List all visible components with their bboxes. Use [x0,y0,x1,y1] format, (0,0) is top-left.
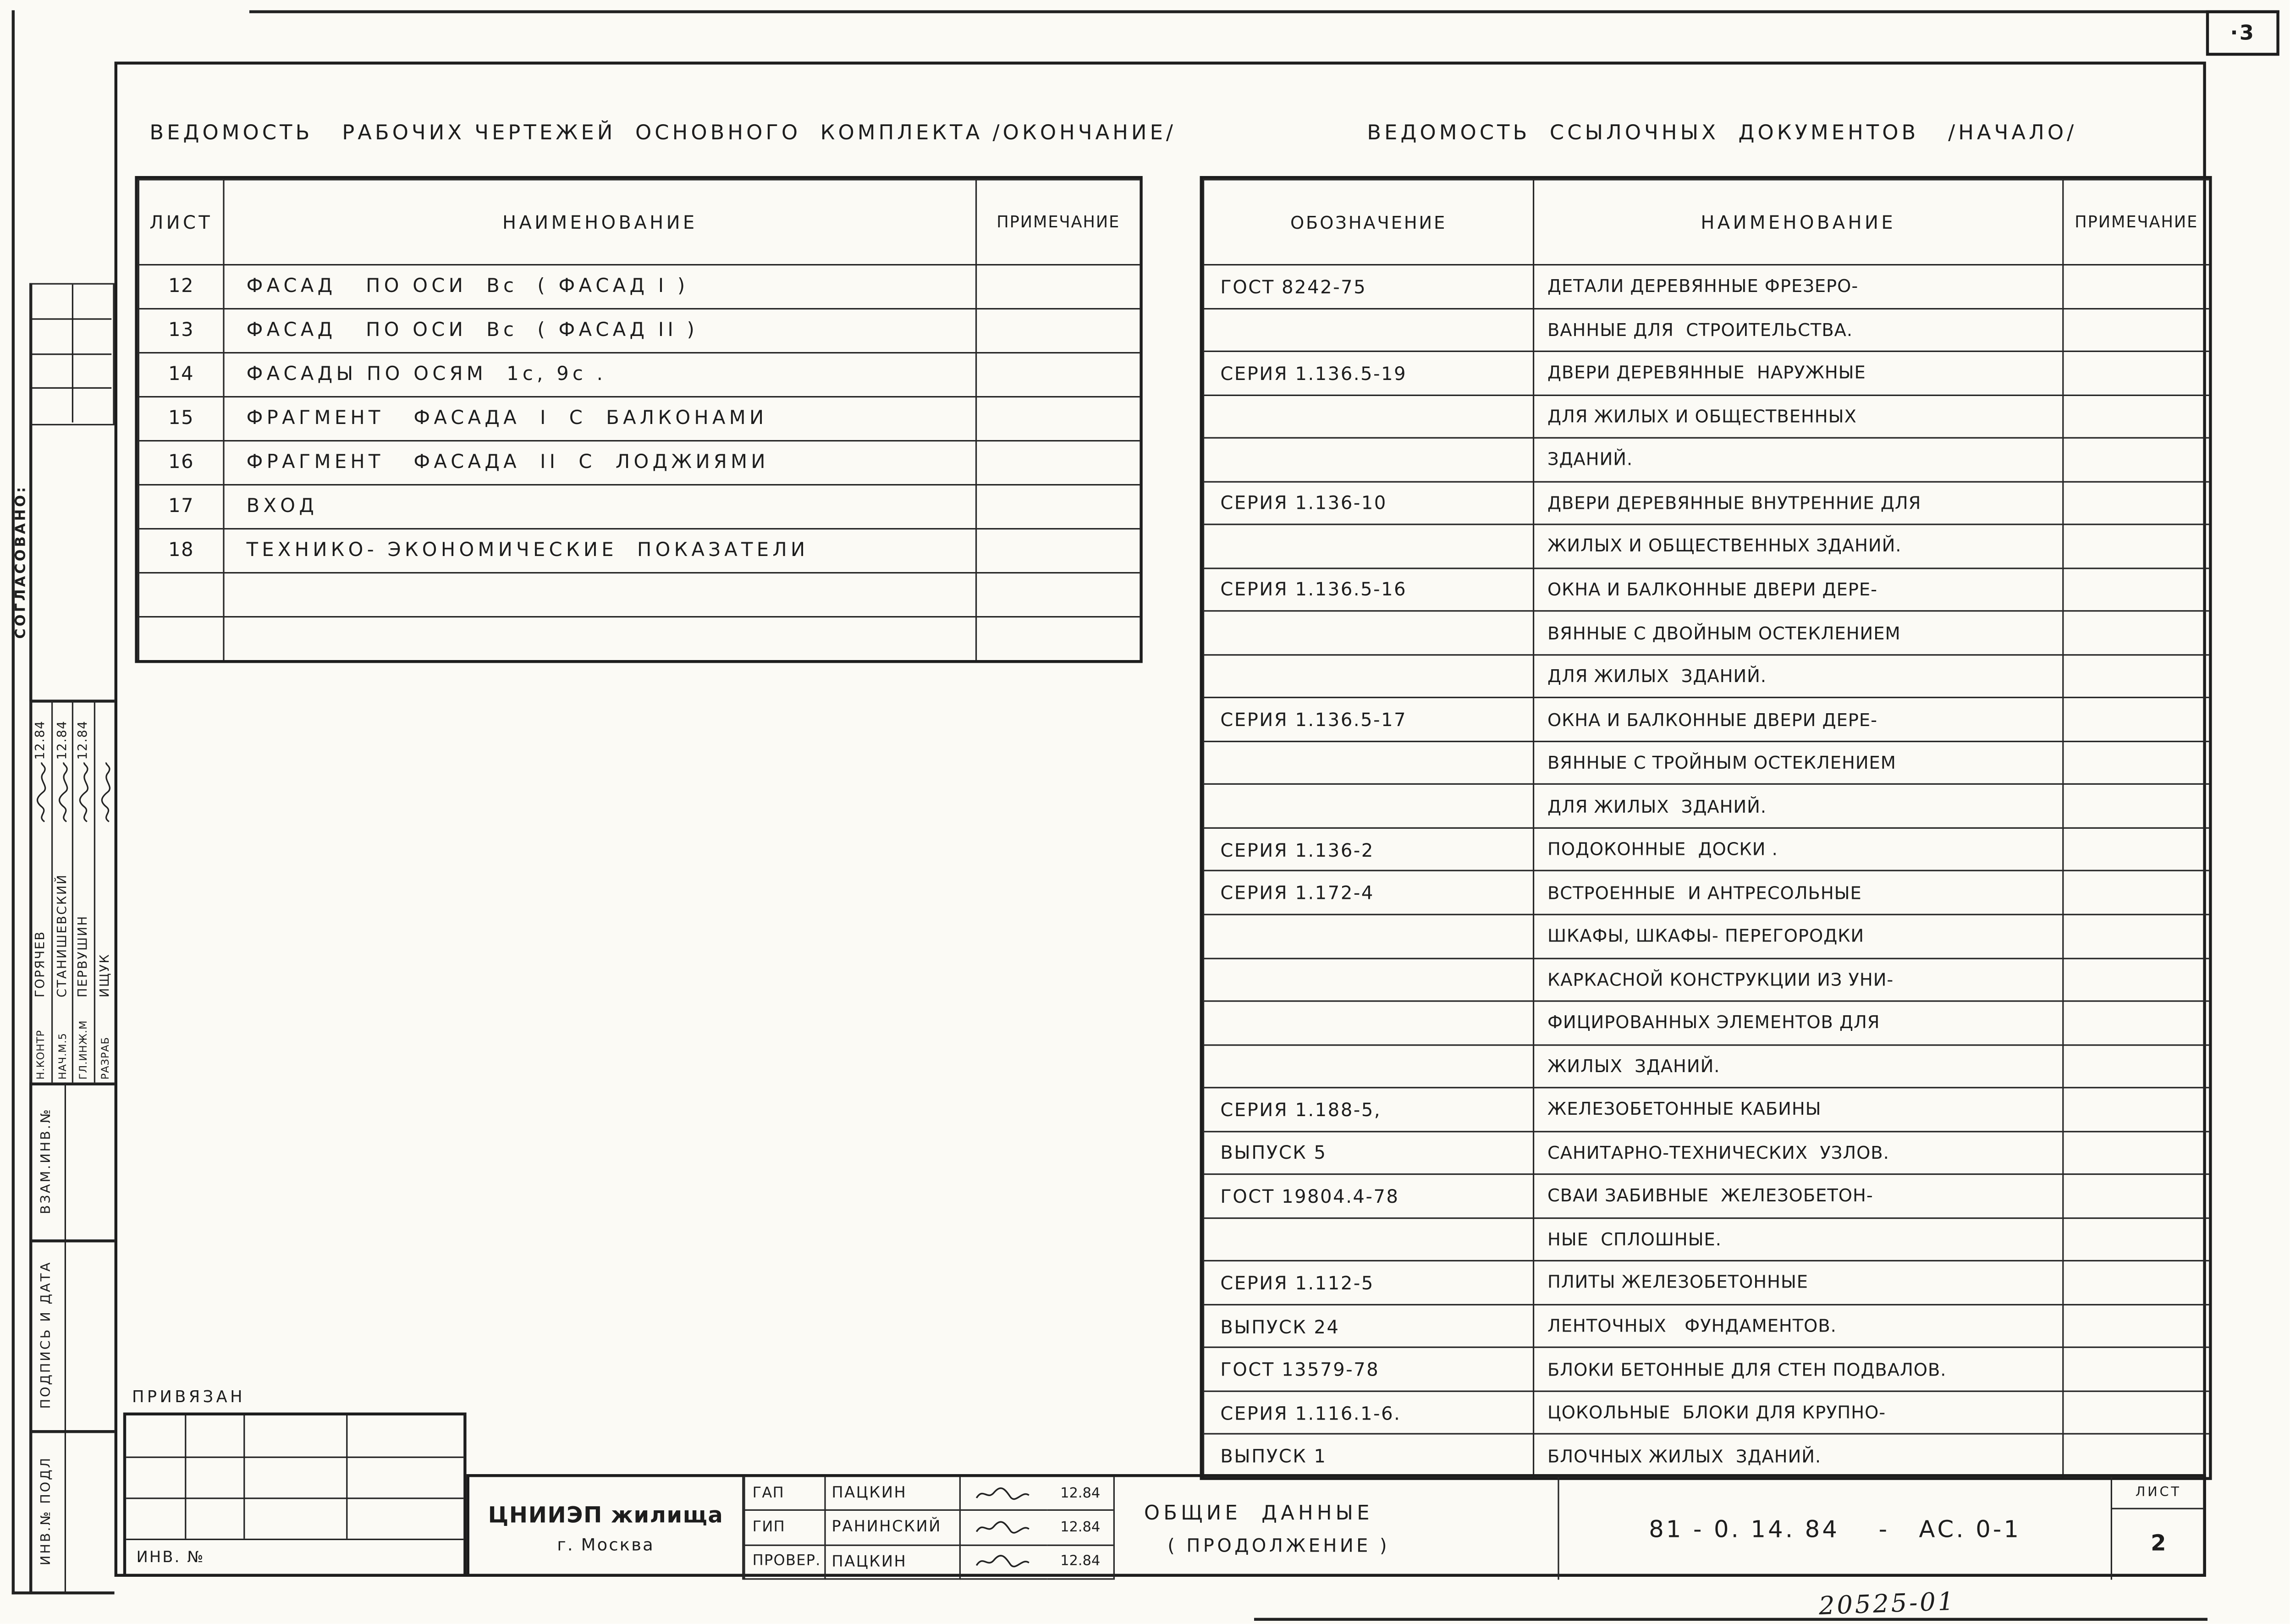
doc-name-cell: БЛОЧНЫХ ЖИЛЫХ ЗДАНИЙ. [1533,1434,2062,1477]
doc-name-cell: ДВЕРИ ДЕРЕВЯННЫЕ ВНУТРЕННИЕ ДЛЯ [1533,481,2062,524]
note-cell [975,308,1139,352]
note-cell [2062,1001,2209,1044]
drawing-name-cell: ФРАГМЕНТ ФАСАДА II С ЛОДЖИЯМИ [223,440,975,484]
note-cell [975,616,1139,660]
side-role-label: Н.КОНТР [35,1029,48,1080]
staff-role-cell: ГАП [743,1477,824,1511]
sheet-no-cell [138,616,223,660]
doc-name-cell: САНИТАРНО-ТЕХНИЧЕСКИХ УЗЛОВ. [1533,1130,2062,1174]
doc-designation-cell [1203,1217,1533,1261]
doc-designation-cell [1203,957,1533,1001]
note-cell [2062,264,2209,308]
vert-label-inv: ИНВ.№ ПОДЛ [39,1456,55,1566]
refs-table-title: ВЕДОМОСТЬ ССЫЛОЧНЫХ ДОКУМЕНТОВ /НАЧАЛО/ [1367,121,2077,145]
corner-page-number-box [2206,10,2279,55]
side-role-label: НАЧ.М.5 [57,1033,69,1080]
doc-designation-cell: СЕРИЯ 1.136.5-17 [1203,697,1533,741]
drawing-name-cell: ФАСАД ПО ОСИ Вс ( ФАСАД I ) [223,264,975,308]
grid-rule [31,318,111,320]
doc-name-cell: СВАИ ЗАБИВНЫЕ ЖЕЛЕЗОБЕТОН- [1533,1174,2062,1217]
staff-name-cell: ПАЦКИН [824,1546,959,1580]
staff-name-cell: ПАЦКИН [824,1477,959,1511]
attachment-table [123,1413,467,1577]
drawing-name-cell [223,572,975,616]
drawing-name-cell: ВХОД [223,484,975,528]
doc-designation-cell: СЕРИЯ 1.136.5-16 [1203,567,1533,611]
agreed-label: СОГЛАСОВАНО: [12,484,29,639]
doc-name-cell: ВЯННЫЕ С ТРОЙНЫМ ОСТЕКЛЕНИЕМ [1533,741,2062,784]
col-header-name: НАИМЕНОВАНИЕ [223,179,975,264]
side-person-name: ИЩУК [98,953,113,997]
grid-rule [31,387,111,389]
signature-scribble [55,760,71,825]
sheet-left-rule [12,10,15,1594]
sheet-top-rule [249,10,2279,13]
side-person-name: ГОРЯЧЕВ [34,930,49,997]
doc-name-cell: ОКНА И БАЛКОННЫЕ ДВЕРИ ДЕРЕ- [1533,697,2062,741]
document-number-cell: 81 - 0. 14. 84 - АС. 0-1 [1558,1477,2110,1580]
side-signature-row [50,701,72,1083]
grid-rule [31,353,111,355]
staff-date-cell: 12.84 [1047,1546,1113,1580]
note-cell [2062,1434,2209,1477]
doc-designation-cell [1203,654,1533,698]
archive-number: 20525-01 [1818,1587,1957,1622]
drawing-name-cell: ТЕХНИКО- ЭКОНОМИЧЕСКИЕ ПОКАЗАТЕЛИ [223,528,975,572]
doc-designation-cell: СЕРИЯ 1.136.5-19 [1203,351,1533,394]
note-cell [2062,1261,2209,1304]
side-person-name: ПЕРВУШИН [77,915,92,997]
doc-name-cell: БЛОКИ БЕТОННЫЕ ДЛЯ СТЕН ПОДВАЛОВ. [1533,1347,2062,1391]
grid-rule [185,1415,187,1539]
sheet-label: ЛИСТ [2112,1477,2205,1509]
note-cell [2062,827,2209,871]
note-cell [2062,1347,2209,1391]
agreed-label-box [12,423,29,701]
doc-name-cell: ЦОКОЛЬНЫЕ БЛОКИ ДЛЯ КРУПНО- [1533,1390,2062,1434]
grid-rule [243,1415,245,1539]
note-cell [2062,481,2209,524]
document-title-cell [1113,1477,1558,1580]
col-header-sheet: ЛИСТ [138,179,223,264]
inventory-number-label: ИНВ. № [136,1549,205,1567]
side-signature-rows [29,701,115,1083]
note-cell [2062,611,2209,654]
doc-designation-cell: СЕРИЯ 1.136-10 [1203,481,1533,524]
refs-table [1200,176,2212,1480]
organization-cell [469,1477,743,1580]
drawing-name-cell [223,616,975,660]
title-block [467,1474,2206,1577]
side-person-name: СТАНИШЕВСКИЙ [55,874,70,997]
sheet-no-cell: 14 [138,352,223,396]
vert-label-podpis-box [29,1239,65,1430]
signature-scribble [972,1554,1036,1570]
staff-signature-cell [959,1511,1047,1546]
doc-name-cell: ЖИЛЫХ ЗДАНИЙ. [1533,1044,2062,1087]
doc-designation-cell: ВЫПУСК 24 [1203,1304,1533,1347]
doc-designation-cell: СЕРИЯ 1.136-2 [1203,827,1533,871]
doc-name-cell: ВЯННЫЕ С ДВОЙНЫМ ОСТЕКЛЕНИЕМ [1533,611,2062,654]
doc-designation-cell [1203,914,1533,958]
staff-date-cell: 12.84 [1047,1511,1113,1546]
sheet-no-cell [138,572,223,616]
note-cell [2062,957,2209,1001]
note-cell [2062,308,2209,351]
drawings-table [135,176,1142,663]
side-role-label: ГЛ.ИНЖ.М [78,1020,90,1080]
doc-name-cell: ПОДОКОННЫЕ ДОСКИ . [1533,827,2062,871]
doc-designation-cell [1203,1001,1533,1044]
doc-designation-cell: ГОСТ 8242-75 [1203,264,1533,308]
signature-scribble [97,760,113,825]
doc-name-cell: ДЛЯ ЖИЛЫХ ЗДАНИЙ. [1533,654,2062,698]
note-cell [2062,1130,2209,1174]
note-cell [2062,437,2209,481]
doc-designation-cell: СЕРИЯ 1.172-4 [1203,870,1533,914]
doc-name-cell: НЫЕ СПЛОШНЫЕ. [1533,1217,2062,1261]
doc-name-cell: ВАННЫЕ ДЛЯ СТРОИТЕЛЬСТВА. [1533,308,2062,351]
doc-name-cell: ОКНА И БАЛКОННЫЕ ДВЕРИ ДЕРЕ- [1533,567,2062,611]
doc-name-cell: ДЛЯ ЖИЛЫХ ЗДАНИЙ. [1533,784,2062,827]
doc-name-cell: ФИЦИРОВАННЫХ ЭЛЕМЕНТОВ ДЛЯ [1533,1001,2062,1044]
note-cell [2062,784,2209,827]
doc-designation-cell [1203,741,1533,784]
note-cell [975,484,1139,528]
doc-name-cell: ПЛИТЫ ЖЕЛЕЗОБЕТОННЫЕ [1533,1261,2062,1304]
staff-signature-cell [959,1546,1047,1580]
staff-role-cell: ПРОВЕР. [743,1546,824,1580]
note-cell [2062,1044,2209,1087]
staff-name-cell: РАНИНСКИЙ [824,1511,959,1546]
staff-date-cell: 12.84 [1047,1477,1113,1511]
sheet-no-cell: 16 [138,440,223,484]
drawing-name-cell: ФАСАДЫ ПО ОСЯМ 1с, 9с . [223,352,975,396]
doc-name-cell: ДЕТАЛИ ДЕРЕВЯННЫЕ ФРЕЗЕРО- [1533,264,2062,308]
side-signature-row [93,701,114,1083]
sheet-no-cell: 15 [138,396,223,440]
side-approval-grid [29,283,115,425]
sheet-no-cell: 12 [138,264,223,308]
note-cell [2062,741,2209,784]
col-header-note: ПРИМЕЧАНИЕ [975,179,1139,264]
note-cell [2062,1217,2209,1261]
grid-rule [346,1415,348,1539]
note-cell [2062,1390,2209,1434]
doc-designation-cell [1203,1044,1533,1087]
drawing-name-cell: ФАСАД ПО ОСИ Вс ( ФАСАД II ) [223,308,975,352]
drawings-table-title: ВЕДОМОСТЬ РАБОЧИХ ЧЕРТЕЖЕЙ ОСНОВНОГО КОМПЛЕКТА /ОКОНЧАНИЕ/ [149,121,1177,145]
note-cell [975,396,1139,440]
doc-designation-cell: ГОСТ 13579-78 [1203,1347,1533,1391]
doc-name-cell: ЛЕНТОЧНЫХ ФУНДАМЕНТОВ. [1533,1304,2062,1347]
doc-designation-cell [1203,437,1533,481]
sheet-bottom-rule [1254,1618,2207,1621]
doc-designation-cell: СЕРИЯ 1.188-5, [1203,1087,1533,1131]
vert-label-podpis: ПОДПИСЬ И ДАТА [39,1261,55,1409]
staff-grid [743,1477,1113,1580]
side-signature-row [72,701,93,1083]
side-role-label: РАЗРАБ [99,1037,111,1080]
doc-name-cell: ЖИЛЫХ И ОБЩЕСТВЕННЫХ ЗДАНИЙ. [1533,524,2062,567]
note-cell [2062,1087,2209,1131]
grid-rule [126,1539,463,1541]
sheet-no-cell: 13 [138,308,223,352]
note-cell [2062,394,2209,438]
note-cell [975,528,1139,572]
note-cell [2062,567,2209,611]
doc-designation-cell [1203,524,1533,567]
sheet-no-cell: 17 [138,484,223,528]
attached-label: ПРИВЯЗАН [132,1387,245,1407]
note-cell [2062,351,2209,394]
signature-scribble [33,760,50,825]
side-date: 12.84 [55,720,70,760]
doc-name-cell: ЖЕЛЕЗОБЕТОННЫЕ КАБИНЫ [1533,1087,2062,1131]
organization-name: ЦНИИЭП жилища [488,1502,724,1529]
doc-designation-cell: СЕРИЯ 1.112-5 [1203,1261,1533,1304]
side-rule [65,1083,66,1591]
doc-designation-cell [1203,394,1533,438]
document-title-line2: ( ПРОДОЛЖЕНИЕ ) [1167,1533,1390,1556]
doc-designation-cell: ГОСТ 19804.4-78 [1203,1174,1533,1217]
signature-scribble [76,760,92,825]
side-date: 12.84 [34,720,49,760]
doc-name-cell: КАРКАСНОЙ КОНСТРУКЦИИ ИЗ УНИ- [1533,957,2062,1001]
note-cell [975,352,1139,396]
organization-city: г. Москва [557,1534,655,1555]
doc-designation-cell: ВЫПУСК 5 [1203,1130,1533,1174]
doc-name-cell: ДЛЯ ЖИЛЫХ И ОБЩЕСТВЕННЫХ [1533,394,2062,438]
doc-designation-cell: СЕРИЯ 1.116.1-6. [1203,1390,1533,1434]
sheet-number-cell [2111,1477,2205,1580]
signature-scribble [972,1519,1036,1536]
side-date: 12.84 [77,720,92,760]
note-cell [2062,1174,2209,1217]
doc-designation-cell [1203,784,1533,827]
document-title-line1: ОБЩИЕ ДАННЫЕ [1144,1501,1373,1525]
col-header-designation: ОБОЗНАЧЕНИЕ [1203,179,1533,264]
col-header-name: НАИМЕНОВАНИЕ [1533,179,2062,264]
sheet-no-cell: 18 [138,528,223,572]
grid-rule [126,1497,463,1499]
note-cell [2062,654,2209,698]
doc-name-cell: ШКАФЫ, ШКАФЫ- ПЕРЕГОРОДКИ [1533,914,2062,958]
side-signature-row [29,701,50,1083]
doc-designation-cell [1203,308,1533,351]
note-cell [975,572,1139,616]
note-cell [2062,914,2209,958]
drawing-name-cell: ФРАГМЕНТ ФАСАДА I С БАЛКОНАМИ [223,396,975,440]
doc-designation-cell [1203,611,1533,654]
vert-label-vzam: ВЗАМ.ИНВ.№ [39,1107,55,1214]
note-cell [2062,697,2209,741]
vert-label-vzam-box [29,1083,65,1239]
staff-signature-cell [959,1477,1047,1511]
doc-designation-cell: ВЫПУСК 1 [1203,1434,1533,1477]
doc-name-cell: ЗДАНИЙ. [1533,437,2062,481]
doc-name-cell: ВСТРОЕННЫЕ И АНТРЕСОЛЬНЫЕ [1533,870,2062,914]
note-cell [2062,1304,2209,1347]
note-cell [2062,524,2209,567]
note-cell [2062,870,2209,914]
side-strip-bottom-rule [12,1591,115,1594]
note-cell [975,440,1139,484]
staff-role-cell: ГИП [743,1511,824,1546]
doc-name-cell: ДВЕРИ ДЕРЕВЯННЫЕ НАРУЖНЫЕ [1533,351,2062,394]
signature-scribble [972,1485,1036,1501]
corner-page-number: ·3 [2230,21,2256,45]
col-header-note: ПРИМЕЧАНИЕ [2062,179,2209,264]
note-cell [975,264,1139,308]
vert-label-inv-box [29,1430,65,1591]
grid-rule [126,1457,463,1459]
sheet-number: 2 [2151,1530,2166,1557]
